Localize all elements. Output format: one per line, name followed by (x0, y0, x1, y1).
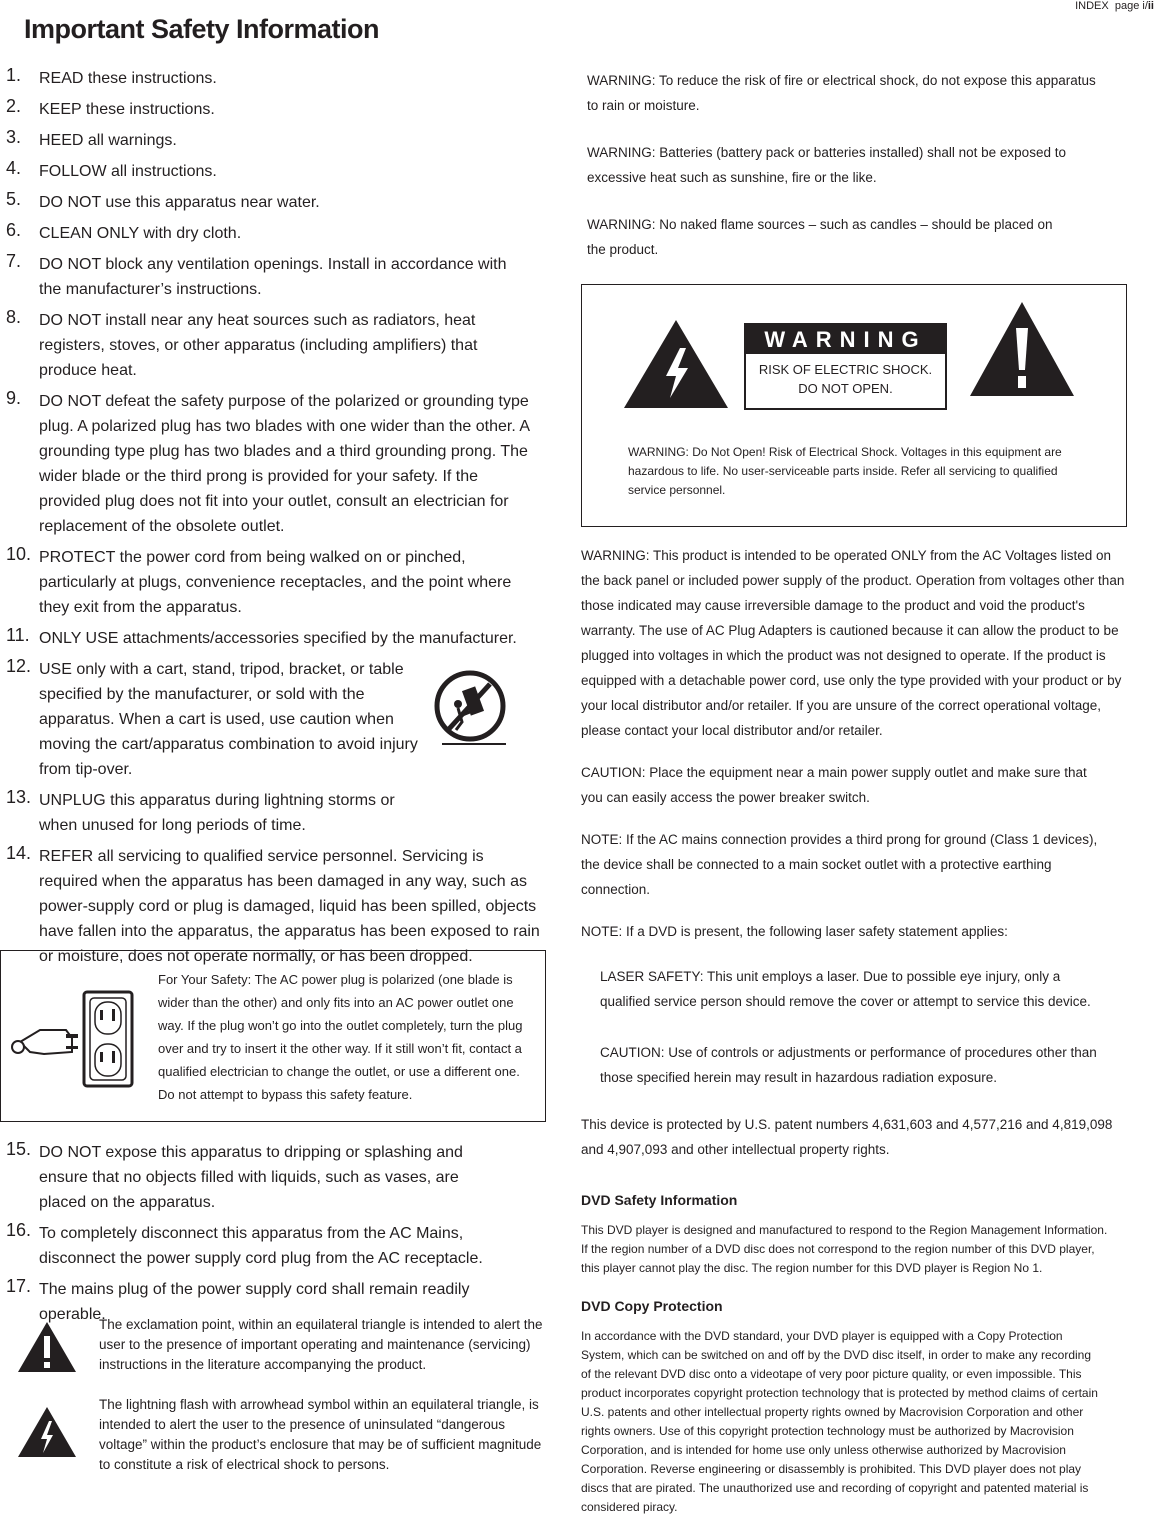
page-header (1075, 0, 1154, 12)
page-label: page i/ (1114, 0, 1148, 12)
exclamation-triangle-icon (16, 1320, 78, 1374)
list-item: 7. DO NOT block any ventilation openings. Install in accordance with the manufacturer’s instructions. (6, 251, 507, 298)
list-item: 12. USE only with a cart, stand, tripod, bracket, or table specified by the manufacturer, or sold with the apparatus. When a cart is used, use caution when moving the cart/apparatus combination to avoid injury from tip-over. (6, 656, 418, 778)
lightning-triangle-icon (622, 318, 730, 410)
right-column (581, 543, 1129, 1534)
list-item: 5. DO NOT use this apparatus near water. (6, 189, 320, 211)
instruction-list-2 (0, 1140, 545, 1327)
exclamation-triangle-icon (968, 300, 1076, 400)
note-dvd: NOTE: If a DVD is present, the following laser safety statement applies: (581, 924, 1008, 939)
warning-label-line2: DO NOT OPEN. (798, 381, 893, 396)
list-item: 2. KEEP these instructions. (6, 96, 215, 118)
dvd-copy-text: In accordance with the DVD standard, your DVD player is equipped with a Copy Protection System, which can be switched on and off by the DVD disc itself, in order to make any recording of the relevant DVD disc onto a videotape of very poor picture quality, or even impossible. This product incorporates copyright protection technology that is protected by method claims of certain U.S. patents and other intellectual property rights owned by Macrovision Corporation and other rights owners. Use of this copyright protection technology must be authorized by Macrovision Corporation, and is intended for home use only unless otherwise authorized by Macrovision Corporation. Reverse engineering or disassembly is prohibited. This DVD player does not play discs that are pirated. The unauthorized use and recording of copyright and patented material is considered piracy. (581, 1329, 1098, 1514)
index-link[interactable]: INDEX (1075, 0, 1109, 12)
note-ground: NOTE: If the AC mains connection provides a third prong for ground (Class 1 devices), the device shall be connected to a main socket outlet with a protective earthing connection. (581, 832, 1098, 897)
list-item: 6. CLEAN ONLY with dry cloth. (6, 220, 242, 242)
caution-power: CAUTION: Place the equipment near a main power supply outlet and make sure that you can easily access the power breaker switch. (581, 765, 1087, 805)
lightning-explanation: The lightning flash with arrowhead symbol within an equilateral triangle, is intended to alert the user to the presence of uninsulated “dangerous voltage” within the product’s enclosure that may be of sufficient magnitude to constitute a risk of electrical shock to persons. (99, 1397, 542, 1472)
page-title: Important Safety Information (24, 14, 380, 44)
warning-label-line1: RISK OF ELECTRIC SHOCK. (758, 362, 933, 377)
list-item: 10. PROTECT the power cord from being walked on or pinched, particularly at plugs, convenience receptacles, and the point where they exit from the apparatus. (6, 544, 512, 616)
list-item: 3. HEED all warnings. (6, 127, 177, 149)
outlet-plug-icon (6, 990, 136, 1090)
warning-moisture: WARNING: To reduce the risk of fire or electrical shock, do not expose this apparatus to rain or moisture. (587, 73, 1096, 113)
lightning-triangle-icon (16, 1405, 78, 1459)
instruction-list (0, 66, 545, 969)
plug-safety-text: For Your Safety: The AC power plug is polarized (one blade is wider than the other) and only fits into an AC power outlet one way. If the plug won’t go into the outlet completely, turn the plug over and try to insert it the other way. If it still won’t fit, contact a qualified electrician to change the outlet, or use a different one. Do not attempt to bypass this safety feature. (158, 972, 523, 1102)
warning-flame: WARNING: No naked flame sources – such as candles – should be placed on the product. (587, 217, 1053, 257)
warning-label-title: WARNING (746, 325, 945, 354)
list-item: 4. FOLLOW all instructions. (6, 158, 217, 180)
list-item: 15. DO NOT expose this apparatus to dripping or splashing and ensure that no objects filled with liquids, such as vases, are placed on the apparatus. (6, 1139, 463, 1211)
page-current: ii (1147, 0, 1154, 12)
cart-tipover-icon (430, 668, 510, 748)
list-item: 14. REFER all servicing to qualified service personnel. Servicing is required when the apparatus has been damaged in any way, such as power-supply cord or plug is damaged, liquid has been spilled, objects have fallen into the apparatus, the apparatus has been exposed to rain or moisture, does not operate normally, or has been dropped. (6, 843, 540, 965)
list-item: 9. DO NOT defeat the safety purpose of the polarized or grounding type plug. A polarized plug has two blades with one wider than the other. A grounding type plug has two blades and a third grounding prong. The wider blade or the third prong is provided for your safety. If the provided plug does not fit into your outlet, consult an electrician for replacement of the obsolete outlet. (6, 388, 530, 535)
top-warnings (587, 68, 1107, 284)
list-item: 1. READ these instructions. (6, 65, 217, 87)
dvd-safety-heading: DVD Safety Information (581, 1192, 738, 1208)
laser-safety: LASER SAFETY: This unit employs a laser. Due to possible eye injury, only a qualified service person should remove the cover or attempt to service this device. (600, 969, 1091, 1009)
ac-voltage-warning: WARNING: This product is intended to be operated ONLY from the AC Voltages listed on the back panel or included power supply of the product. Operation from voltages other than those indicated may cause irreversible damage to the product and void the product's warranty. The use of AC Plug Adapters is cautioned because it can allow the product to be plugged into voltages in which the product was not designed to operate. If the product is equipped with a detachable power cord, use only the type provided with your product or by your local distributor and/or retailer. If you are unsure of the correct operational voltage, please contact your local distributor and/or retailer. (581, 548, 1125, 738)
patent-info: This device is protected by U.S. patent numbers 4,631,603 and 4,577,216 and 4,819,098 and 4,907,093 and other intellectual property rights. (581, 1117, 1113, 1157)
list-item: 13. UNPLUG this apparatus during lightning storms or when unused for long periods of time. (6, 787, 395, 834)
warning-batteries: WARNING: Batteries (battery pack or batteries installed) shall not be exposed to excessive heat such as sunshine, fire or the like. (587, 145, 1066, 185)
dvd-copy-heading: DVD Copy Protection (581, 1298, 723, 1314)
list-item: 16. To completely disconnect this apparatus from the AC Mains, disconnect the power supply cord plug from the AC receptacle. (6, 1220, 483, 1267)
list-item: 8. DO NOT install near any heat sources such as radiators, heat registers, stoves, or other apparatus (including amplifiers) that produce heat. (6, 307, 478, 379)
list-item: 11. ONLY USE attachments/accessories specified by the manufacturer. (6, 625, 517, 647)
dvd-safety-text: This DVD player is designed and manufactured to respond to the Region Management Information. If the region number of a DVD disc does not correspond to the region number of this DVD player, this player cannot play the disc. The region number for this DVD player is Region No 1. (581, 1223, 1108, 1275)
exclamation-explanation: The exclamation point, within an equilateral triangle is intended to alert the user to the presence of important operating and maintenance (servicing) instructions in the literature accompanying the product. (99, 1317, 543, 1372)
list-item: 17. The mains plug of the power supply cord shall remain readily operable. (6, 1276, 470, 1323)
warning-box-text: WARNING: Do Not Open! Risk of Electrical Shock. Voltages in this equipment are hazardous to life. No user-serviceable parts inside. Refer all servicing to qualified service personnel. (628, 445, 1062, 497)
warning-label (744, 323, 947, 410)
caution-controls: CAUTION: Use of controls or adjustments or performance of procedures other than those specified herein may result in hazardous radiation exposure. (600, 1045, 1097, 1085)
